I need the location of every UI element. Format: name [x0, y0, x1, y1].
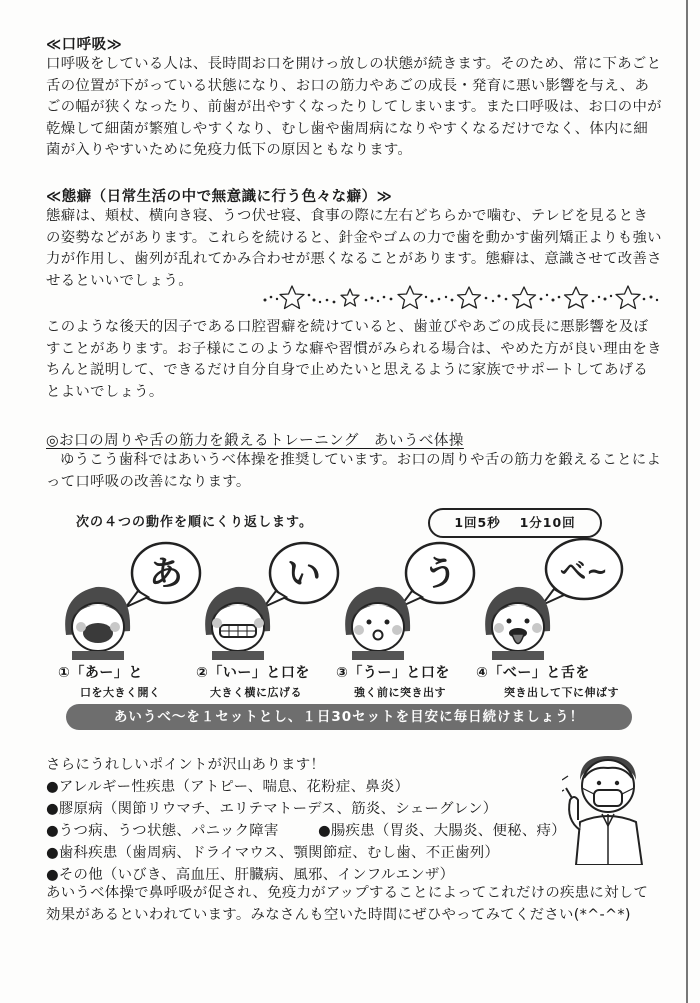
- star-icon: [280, 286, 304, 309]
- exercise-intro: 次の４つの動作を順にくり返します。: [76, 515, 313, 530]
- benefit-item: ●アレルギー性疾患（アトピー、喘息、花粉症、鼻炎）: [46, 779, 410, 795]
- bubble-text: あ: [149, 554, 183, 594]
- benefit-item: ●うつ病、うつ状態、パニック障害: [46, 823, 279, 839]
- habits-heading: ≪態癖（日常生活の中で無意識に行う色々な癖）≫: [46, 189, 393, 205]
- benefits-intro: さらにうれしいポイントが沢山あります！: [46, 757, 326, 773]
- step-desc: 突き出して下に伸ばす: [504, 686, 619, 699]
- step-label: ②「いー」と口を: [196, 665, 310, 681]
- acquired-factors-paragraph: このような後天的因子である口腔習癖を続けていると、歯並びやあごの成長に悪影響を及ぼすことがあります。お子様にこのような癖や習慣がみられる場合は、やめた方が良い理由をきちんと説明して、できるだけ自分自身で止めたいと思えるように家族でサポートしてあげるとよいでしょう。: [46, 319, 662, 400]
- step-caption-1: [58, 662, 203, 700]
- step-label: ④「べー」と舌を: [476, 665, 590, 681]
- daily-target-banner: あいうべ～を１セットとし、１日30セットを目安に毎日続けましょう！: [66, 704, 632, 730]
- star-icon: [458, 287, 481, 308]
- figure-a: [56, 535, 206, 660]
- star-icon: [513, 287, 536, 308]
- figure-i: [196, 535, 346, 660]
- figure-u: [336, 535, 486, 660]
- habits-paragraph: 態癖は、頬杖、横向き寝、うつ伏せ寝、食事の際に左右どちらかで噛む、テレビを見るときの姿勢などがあります。これらを続けると、針金やゴムの力で歯を動かす歯列矯正よりも強い力が作用し、歯列が乱れてかみ合わせが悪くなることがあります。態癖は、意識させて改善させるといいでしょう。: [46, 208, 662, 289]
- figure-be: [476, 535, 626, 660]
- bubble-text: い: [287, 554, 321, 594]
- closing-paragraph: あいうべ体操で鼻呼吸が促され、免疫力がアップすることによってこれだけの疾患に対して効果があるといわれています。みなさんも空いた時間にぜひやってみてください(*^-^*): [46, 885, 649, 923]
- star-icon: [616, 286, 640, 309]
- star-decoration: [262, 283, 662, 311]
- doctor-illustration: [562, 750, 652, 865]
- star-icon: [565, 287, 588, 308]
- benefit-item: ●その他（いびき、高血圧、肝臓病、風邪、インフルエンザ）: [46, 867, 455, 883]
- training-paragraph: ゆうこう歯科ではあいうべ体操を推奨しています。お口の周りや舌の筋力を鍛えることによって口呼吸の改善になります。: [46, 452, 662, 490]
- mouth-breathing-heading: ≪口呼吸≫: [46, 37, 123, 53]
- benefit-item: ●膠原病（関節リウマチ、エリテマトーデス、筋炎、シェーグレン）: [46, 801, 498, 817]
- step-desc: 強く前に突き出す: [354, 686, 446, 699]
- bubble-text: べ~: [560, 557, 608, 587]
- benefit-item: ●腸疾患（胃炎、大腸炎、便秘、痔）: [318, 823, 566, 839]
- timing-badge: 1回5秒 1分10回: [428, 508, 602, 538]
- step-desc: 大きく横に広げる: [210, 686, 302, 699]
- bubble-text: う: [423, 554, 457, 594]
- step-label: ③「うー」と口を: [336, 665, 450, 681]
- star-icon: [398, 286, 422, 309]
- training-heading: ◎お口の周りや舌の筋力を鍛えるトレーニング あいうべ体操: [46, 433, 464, 449]
- step-caption-4: [476, 662, 636, 700]
- step-desc: 口を大きく開く: [80, 686, 161, 699]
- star-icon: [341, 289, 359, 306]
- step-caption-2: [196, 662, 341, 700]
- benefit-item: ●歯科疾患（歯周病、ドライマウス、顎関節症、むし歯、不正歯列）: [46, 845, 500, 861]
- page-edge: [686, 0, 688, 1003]
- step-label: ①「あー」と: [58, 665, 143, 681]
- step-caption-3: [336, 662, 481, 700]
- mouth-breathing-paragraph: 口呼吸をしている人は、長時間お口を開けっ放しの状態が続きます。そのため、常に下あごと舌の位置が下がっている状態になり、お口の筋力やあごの成長・発育に悪い影響を与え、あごの幅が狭くなったり、前歯が出やすくなったりしてしまいます。また口呼吸は、お口の中が乾燥して細菌が繁殖しやすくなり、むし歯や歯周病になりやすくなるだけでなく、体内に細菌が入りやすいために免疫力低下の原因ともなります。: [46, 56, 662, 158]
